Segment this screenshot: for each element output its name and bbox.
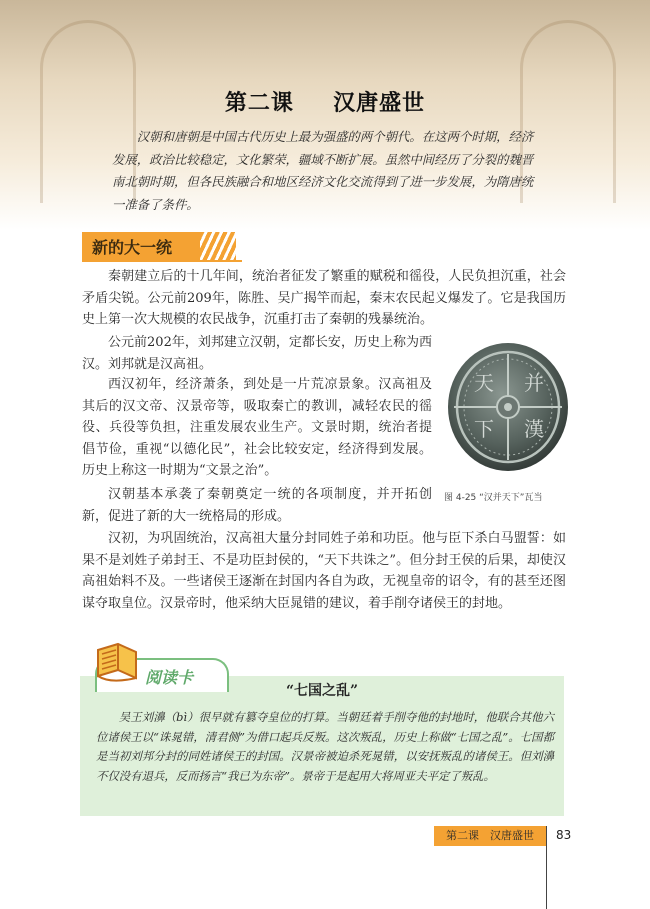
section-underline (82, 260, 242, 262)
reading-card-text: 吴王刘濞（bì）很早就有篡夺皇位的打算。当朝廷着手削夺他的封地时，他联合其他六位诸侯王以“诛晁错，清君侧”为借口起兵反叛。这次叛乱，历史上称做“七国之乱”。七国都是当初刘邦分封的同姓诸侯王的封国。汉景帝被迫杀死晁错，以安抚叛乱的诸侯王。但刘濞不仅没有退兵，反而扬言“我已为东帝”。景帝于是起用大将周亚夫平定了叛乱。 (96, 710, 554, 783)
body-paragraph-2: 公元前202年，刘邦建立汉朝，定都长安，历史上称为西汉。刘邦就是汉高祖。 (82, 335, 432, 372)
lesson-title (0, 86, 650, 117)
body-paragraph-1: 秦朝建立后的十几年间，统治者征发了繁重的赋税和徭役，人民负担沉重，社会矛盾尖锐。公元前209年，陈胜、吴广揭竿而起，秦末农民起义爆发了。它是我国历史上第一次大规模的农民战争，沉重打击了秦朝的残暴统治。 (82, 269, 566, 327)
footer-divider (546, 826, 547, 909)
body-paragraph-3: 西汉初年，经济萧条，到处是一片荒凉景象。汉高祖及其后的汉文帝、汉景帝等，吸取秦亡的教训，减轻农民的徭役、兵役等负担，注重发展农业生产。文景时期，统治者提倡节俭，重视“以德化民”，社会比较安定，经济得到发展。历史上称这一时期为“文景之治”。 (82, 377, 432, 478)
roof-tile-image (446, 340, 570, 474)
body-paragraph-4: 汉朝基本承袭了秦朝奠定一统的各项制度，并开拓创新，促进了新的大一统格局的形成。 (82, 487, 432, 524)
figure-caption: 图 4-25 “汉并天下”瓦当 (444, 493, 543, 503)
lesson-name: 汉唐盛世 (333, 90, 426, 116)
tile-character: 漢 (524, 417, 544, 441)
tile-character: 天 (474, 371, 494, 395)
reading-card-title: “七国之乱” (285, 683, 359, 699)
section-heading-stripes (200, 232, 236, 260)
footer-lesson-label: 第二课 汉唐盛世 (434, 826, 546, 846)
section-heading (82, 232, 232, 260)
lesson-intro: 汉朝和唐朝是中国古代历史上最为强盛的两个朝代。在这两个时期，经济发展，政治比较稳定，文化繁荣，疆域不断扩展。虽然中间经历了分裂的魏晋南北朝时期，但各民族融合和地区经济文化交流得到了进一步发展，为隋唐统一准备了条件。 (112, 129, 534, 212)
page-number: 83 (556, 828, 572, 842)
body-paragraph-5: 汉初，为巩固统治，汉高祖大量分封同姓子弟和功臣。他与臣下杀白马盟誓：如果不是刘姓子弟封王、不是功臣封侯的，“天下共诛之”。但分封王侯的后果，却使汉高祖始料不及。一些诸侯王逐渐在封国内各自为政，无视皇帝的诏令，有的甚至还图谋夺取皇位。汉景帝时，他采纳大臣晁错的建议，着手削夺诸侯王的封地。 (82, 531, 566, 611)
tile-character: 并 (524, 371, 544, 395)
reading-card-tab-label: 阅读卡 (145, 668, 194, 687)
section-heading-label: 新的大一统 (92, 238, 173, 257)
lesson-number: 第二课 (224, 90, 294, 116)
tile-character: 下 (474, 417, 494, 441)
